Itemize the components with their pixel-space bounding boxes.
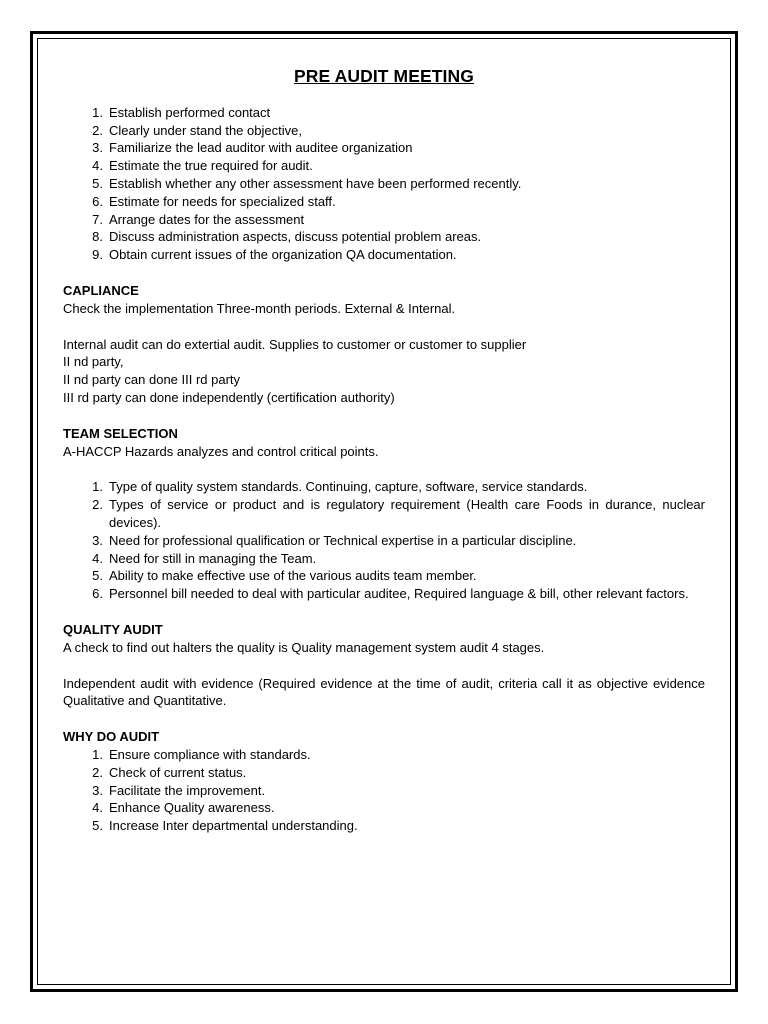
list-item-text: Estimate for needs for specialized staff. [109,193,336,209]
capliance-heading: CAPLIANCE [63,282,139,298]
team-selection-heading: TEAM SELECTION [63,425,178,441]
list-item-text: Establish whether any other assessment have been performed recently. [109,175,522,191]
list-item-text: Familiarize the lead auditor with auditee organization [109,140,413,156]
list-item: 6. Estimate for needs for specialized staff. [92,193,336,209]
list-item: 4. Estimate the true required for audit. [92,158,313,174]
list-item: 4. Enhance Quality awareness. [92,800,275,816]
list-item-text: Arrange dates for the assessment [109,211,305,227]
list-item: 3. Facilitate the improvement. [92,782,266,798]
list-item-text: Need for professional qualification or Technical expertise in a particular discipline. [109,532,577,548]
team-selection-list [63,478,705,603]
list-item: 6. Personnel bill needed to deal with particular auditee, Required language & bill, other relevant factors. [92,586,689,602]
list-item: 2. Types of service or product and is regulatory requirement (Health care Foods in durance, nuclear devices). [92,497,705,530]
list-item-text: Check of current status. [109,764,247,780]
list-item-text: Facilitate the improvement. [109,782,266,798]
quality-audit-text: Independent audit with evidence (Required evidence at the time of audit, criteria call it as objective evidence Qualitative and Quantitative. [63,675,705,709]
list-item-text: Obtain current issues of the organization QA documentation. [109,247,457,263]
pre-audit-list [63,104,705,264]
capliance-line: II nd party, [63,354,124,370]
list-item: 3. Familiarize the lead auditor with auditee organization [92,140,413,156]
list-item-text: Clearly under stand the objective, [109,122,302,138]
list-item: 2. Clearly under stand the objective, [92,122,302,138]
list-item-text: Ability to make effective use of the various audits team member. [109,568,477,584]
list-item: 1. Type of quality system standards. Continuing, capture, software, service standards. [92,479,588,495]
why-do-audit-heading: WHY DO AUDIT [63,729,160,745]
list-item: 7. Arrange dates for the assessment [92,211,305,227]
list-item-text: Increase Inter departmental understanding. [109,818,358,834]
list-item-text: Establish performed contact [109,104,271,120]
capliance-line: III rd party can done independently (certification authority) [63,389,395,405]
list-item: 9. Obtain current issues of the organization QA documentation. [92,247,457,263]
list-item: 4. Need for still in managing the Team. [92,550,317,566]
capliance-line: II nd party can done III rd party [63,372,241,388]
list-item: 8. Discuss administration aspects, discuss potential problem areas. [92,229,482,245]
list-item-text: Personnel bill needed to deal with particular auditee, Required language & bill, other relevant factors. [109,586,689,602]
page-title: PRE AUDIT MEETING [294,66,474,86]
list-item-text: Ensure compliance with standards. [109,746,311,762]
list-item: 1. Establish performed contact [92,104,271,120]
list-item-text: Discuss administration aspects, discuss potential problem areas. [109,229,482,245]
document-body [63,68,705,835]
list-item: 5. Increase Inter departmental understanding. [92,818,358,834]
quality-audit-text: A check to find out halters the quality is Quality management system audit 4 stages. [63,639,545,655]
list-item-text: Enhance Quality awareness. [109,800,275,816]
team-selection-intro: A-HACCP Hazards analyzes and control critical points. [63,443,379,459]
capliance-text: Check the implementation Three-month periods. External & Internal. [63,300,456,316]
list-item: 3. Need for professional qualification or Technical expertise in a particular discipline. [92,532,577,548]
list-item-text: Type of quality system standards. Continuing, capture, software, service standards. [109,479,588,495]
why-do-audit-list [63,746,705,835]
quality-audit-heading: QUALITY AUDIT [63,621,163,637]
list-item: 2. Check of current status. [92,764,247,780]
list-item: 5. Establish whether any other assessment have been performed recently. [92,175,522,191]
list-item: 5. Ability to make effective use of the various audits team member. [92,568,477,584]
list-item: 1. Ensure compliance with standards. [92,746,311,762]
capliance-line: Internal audit can do extertial audit. Supplies to customer or customer to supplier [63,336,527,352]
list-item-text: Estimate the true required for audit. [109,158,313,174]
list-item-text: Types of service or product and is regulatory requirement (Health care Foods in durance, nuclear devices). [109,497,705,530]
list-item-text: Need for still in managing the Team. [109,550,317,566]
